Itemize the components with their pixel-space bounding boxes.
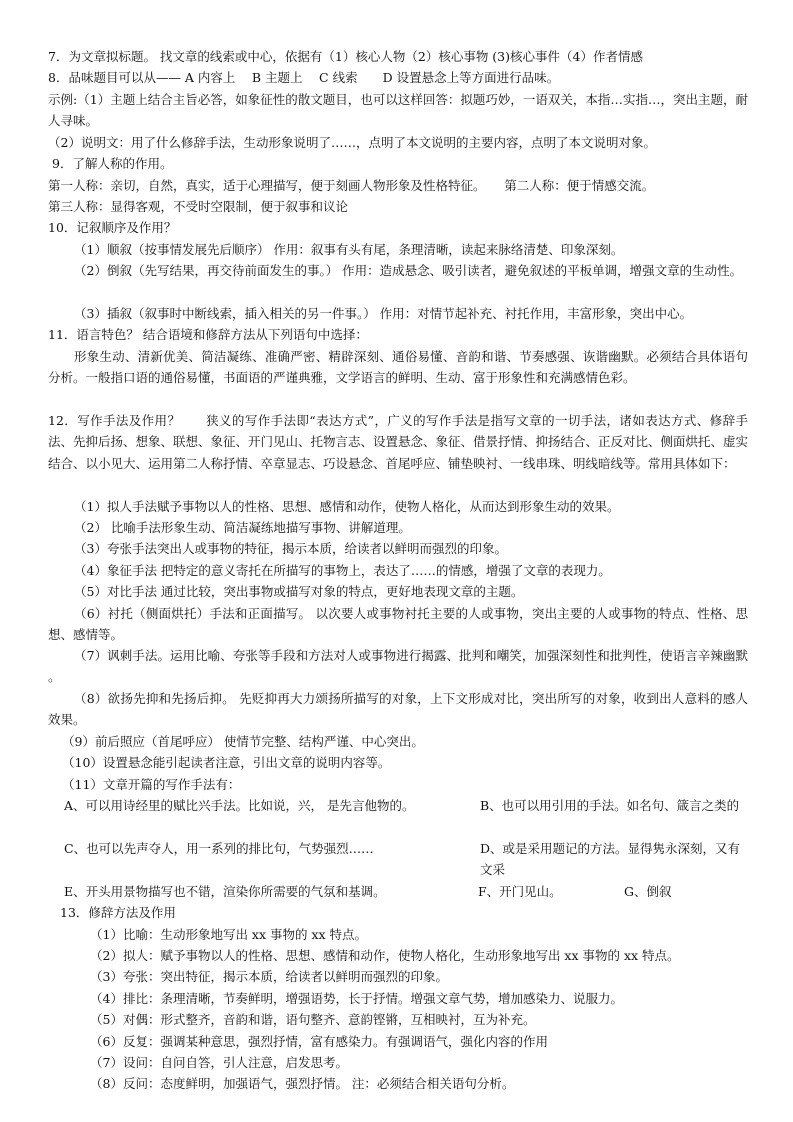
item-8-title-line: 8．品味题目可以从—— A 内容上 B 主题上 C 线索 D 设置悬念上等方面进行品味。 [48,70,560,85]
opening-techniques-title: （11）文章开篇的写作手法有： [62,777,241,792]
flashback-paragraph: （2）倒叙（先写结果，再交待前面发生的事。） 作用：造成悬念、吸引读者，避免叙述的平板单调，增强文章的生动性。 [74,263,743,278]
technique-contrast-line: （5）对比手法 通过比较，突出事物或描写对象的特点，更好地表现文章的主题。 [74,584,524,599]
opening-option-a: A、可以用诗经里的赋比兴手法。比如说，兴， 是先言他物的。 [64,798,415,813]
example-paragraph: 示例:（1）主题上结合主旨必答，如象征性的散文题目，也可以这样回答：拟题巧妙，一语双关，本指…实指…，突出主题，耐人寻味。 [48,92,748,129]
opening-option-c: C、也可以先声夺人，用一系列的排比句，气势强烈…… [64,841,374,856]
rhetoric-repetition-line: （6）反复：强调某种意思，强烈抒情，富有感染力。有强调语气，强化内容的作用 [90,1034,548,1049]
item-9-title-line: 9．了解人称的作用。 [52,156,173,171]
rhetoric-metaphor-line: （1）比喻：生动形象地写出 xx 事物的 xx 特点。 [90,927,368,942]
opening-option-g: G、倒叙 [624,884,672,899]
rhetoric-antithesis-line: （5）对偶：形式整齐，音韵和谐，语句整齐、意韵铿锵，互相映衬，互为补充。 [90,1012,536,1027]
rhetoric-parallelism-line: （4）排比：条理清晰，节奏鲜明，增强语势，长于抒情。增强文章气势，增加感染力、说服力。 [90,991,623,1006]
technique-suppress-praise-paragraph: （8）欲扬先抑和先扬后抑。 先贬抑再大力颂扬所描写的对象，上下文形成对比，突出所写的对象，收到出人意料的感人效果。 [48,691,748,728]
technique-suspense-line: （10）设置悬念能引起读者注意，引出文章的说明内容等。 [62,755,391,770]
item-11-title-line: 11．语言特色？ 结合语境和修辞方法从下列语句中选择： [48,327,368,342]
item-13-title-line: 13．修辞方法及作用 [60,905,176,920]
rhetoric-hypophora-line: （7）设问：自问自答，引人注意，启发思考。 [90,1055,348,1070]
third-person-line: 第三人称：显得客观，不受时空限制，便于叙事和议论 [48,199,349,214]
technique-foil-paragraph: （6）衬托（侧面烘托）手法和正面描写。 以次要人或事物衬托主要的人或事物，突出主要的人或事物的特点、性格、思想、感情等。 [48,606,748,643]
opening-option-b-part1 [480,795,750,816]
rhetoric-rhetorical-question-line: （8）反问：态度鲜明，加强语气，强烈抒情。 注：必须结合相关语句分析。 [90,1076,515,1091]
opening-option-e: E、开头用景物描写也不错，渲染你所需要的气氛和基调。 [64,884,386,899]
expository-note: （2）说明文：用了什么修辞手法，生动形象说明了……，点明了本文说明的主要内容，点明了本文说明对象。 [48,135,656,150]
opening-option-f: F、开门见山。 [478,884,562,899]
chronological-line: （1）顺叙（按事情发展先后顺序） 作用：叙事有头有尾，条理清晰，读起来脉络清楚、印象深刻。 [74,242,624,257]
item-12-paragraph: 12．写作手法及作用？ 狭义的写作手法即“表达方式”，广义的写作手法是指写文章的一切手法，诸如表达方式、修辞手法、先抑后扬、想象、联想、象征、开门见山、托物言志、设置悬念、象征、借景抒情、抑扬结合、正反对比、侧面烘托、虚实结合、以小见大、运用第二人称抒情、卒章显志、巧设悬念、首尾呼应、铺垫映衬、一线串珠、明线暗线等。常用具体如下： [48,413,749,471]
technique-exaggeration-line: （3）夸张手法突出人或事物的特征，揭示本质，给读者以鲜明而强烈的印象。 [74,541,507,556]
technique-metaphor-line: （2） 比喻手法形象生动、简洁凝练地描写事物、讲解道理。 [74,520,411,535]
opening-option-b: B、也可以用引用的手法。如名句、箴言之类的 [480,798,740,813]
opening-option-d: D、或是采用题记的方法。显得隽永深刻，又有文采 [480,841,741,878]
interpolation-line: （3）插叙（叙事时中断线索，插入相关的另一件事。） 作用：对情节起补充、衬托作用，丰富形象，突出中心。 [74,306,693,321]
language-features-paragraph: 形象生动、清新优美、简洁凝练、准确严密、精辟深刻、通俗易懂、音韵和谐、节奏感强、诙谐幽默。必须结合具体语句分析。一般指口语的通俗易懂，书面语的严谨典雅，文学语言的鲜明、生动、富于形象性和充满感情色彩。 [48,349,748,386]
first-second-person-line: 第一人称：亲切，自然，真实，适于心理描写，便于刻画人物形象及性格特征。 第二人称：便于情感交流。 [48,178,655,193]
technique-symbolism-line: （4）象征手法 把特定的意义寄托在所描写的事物上，表达了……的情感，增强了文章的表现力。 [74,563,611,578]
technique-echo-line: （9）前后照应（首尾呼应） 使情节完整、结构严谨、中心突出。 [62,734,424,749]
item-10-title-line: 10．记叙顺序及作用？ [48,220,177,235]
technique-satire-paragraph: （7）讽刺手法。运用比喻、夸张等手段和方法对人或事物进行揭露、批判和嘲笑，加强深刻性和批判性，使语言辛辣幽默 。 [48,648,748,685]
rhetoric-personification-line: （2）拟人：赋予事物以人的性格、思想、感情和动作，使物人格化，生动形象地写出 xx 事物的 xx 特点。 [90,948,680,963]
item-7-title-line: 7．为文章拟标题。 找文章的线索或中心，依据有（1）核心人物（2）核心事物 (3)核心事件（4）作者情感 [48,49,643,64]
rhetoric-exaggeration-line: （3）夸张：突出特征，揭示本质，给读者以鲜明而强烈的印象。 [90,969,448,984]
technique-personification-line: （1）拟人手法赋予事物以人的性格、思想、感情和动作，使物人格化，从而达到形象生动的效果。 [74,499,620,514]
